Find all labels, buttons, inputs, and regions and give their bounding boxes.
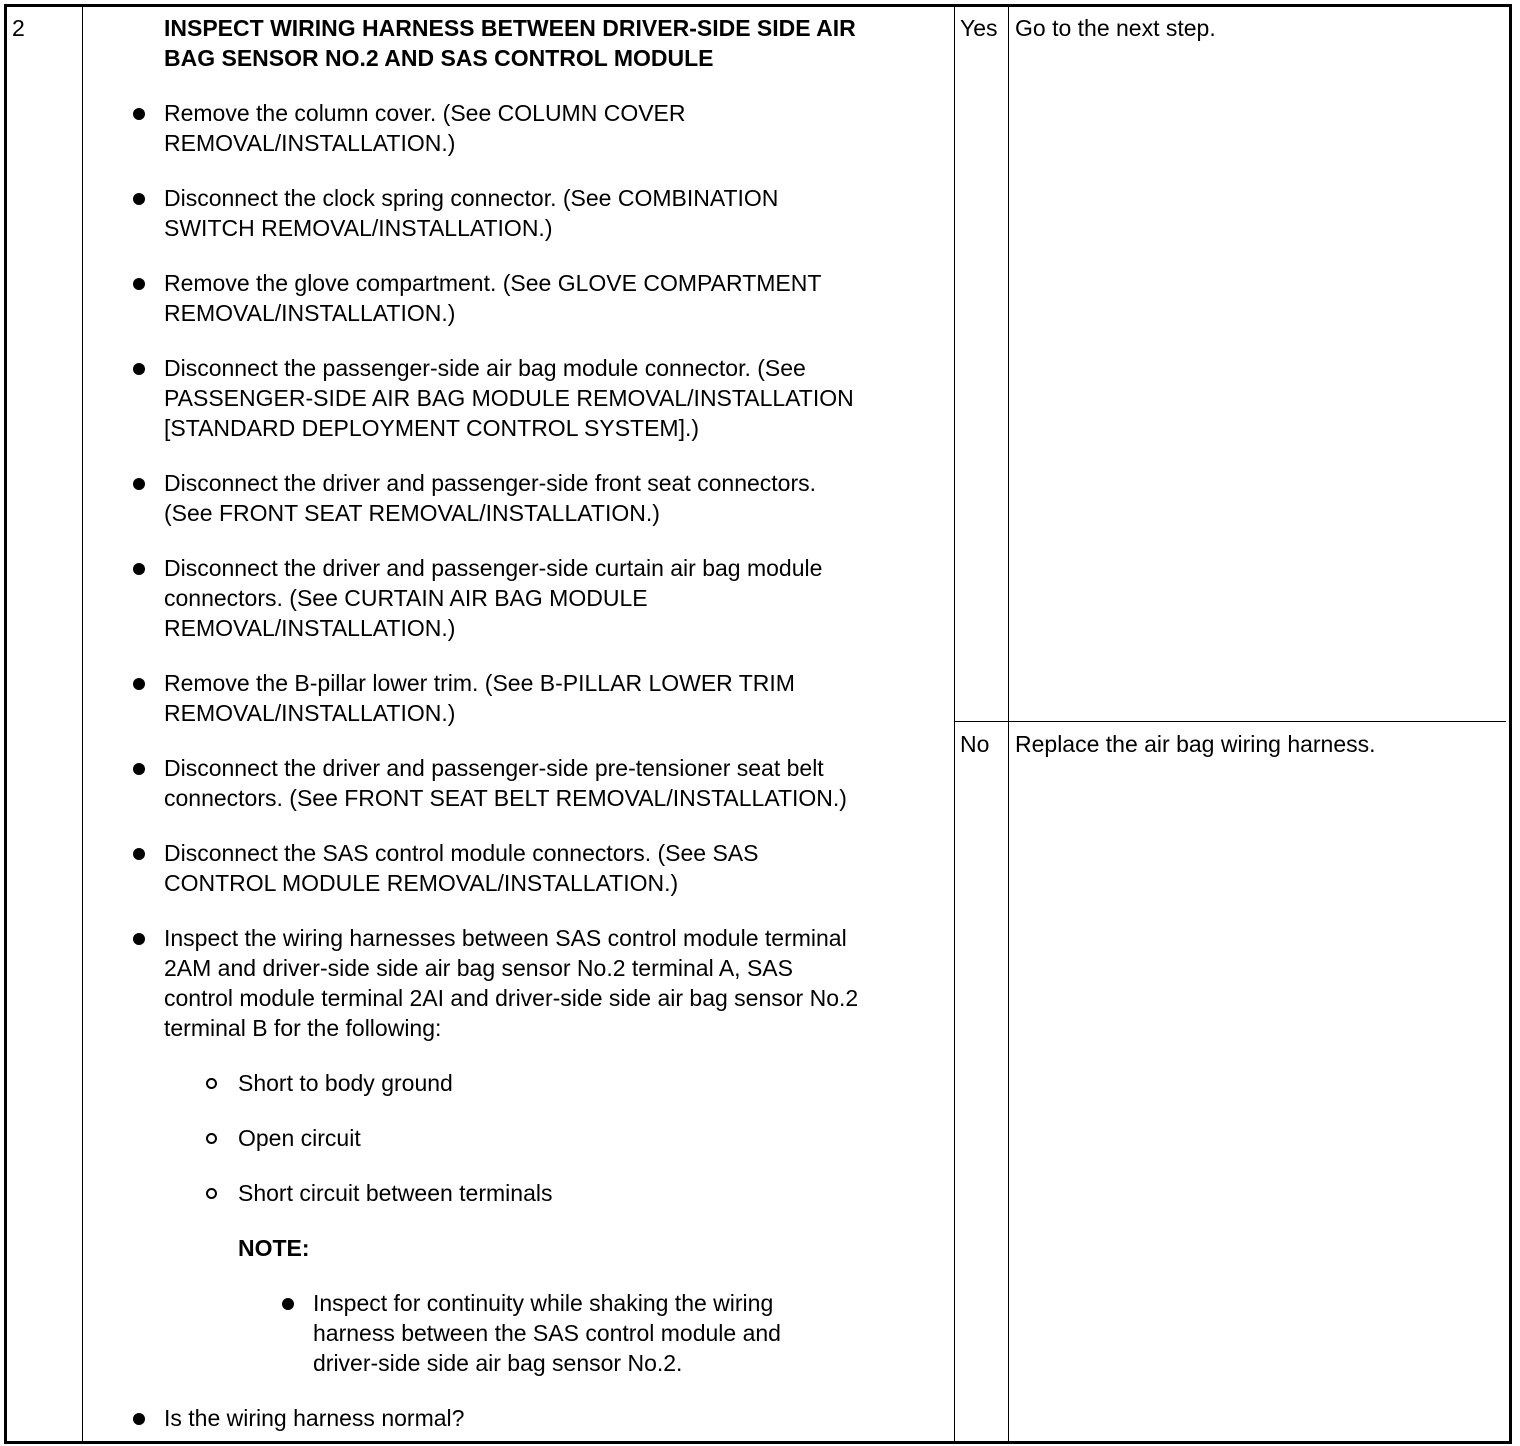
action-line: Disconnect the driver and passenger-side front seat connectors. xyxy=(164,470,817,496)
action-line: terminal B for the following: xyxy=(164,1015,442,1041)
bullet-icon xyxy=(133,193,145,205)
sub-bullet-icon xyxy=(206,1133,217,1144)
action-line: 2AM and driver-side side air bag sensor No.2 terminal A, SAS xyxy=(164,955,793,981)
action-line: Disconnect the driver and passenger-side curtain air bag module xyxy=(164,555,823,581)
column-divider xyxy=(954,4,955,1441)
action-line: control module terminal 2AI and driver-side side air bag sensor No.2 xyxy=(164,985,859,1011)
action-line: REMOVAL/INSTALLATION.) xyxy=(164,700,456,726)
action-line: Disconnect the SAS control module connectors. (See SAS xyxy=(164,840,759,866)
note-label: NOTE: xyxy=(238,1235,310,1261)
action-line: Disconnect the passenger-side air bag module connector. (See xyxy=(164,355,806,381)
bullet-icon xyxy=(282,1298,294,1310)
condition-item: Short circuit between terminals xyxy=(238,1180,553,1206)
step-heading-line: BAG SENSOR NO.2 AND SAS CONTROL MODULE xyxy=(164,45,714,71)
bullet-icon xyxy=(133,278,145,290)
bullet-icon xyxy=(133,363,145,375)
result-answer-yes: Yes xyxy=(960,15,998,41)
note-line: Inspect for continuity while shaking the wiring xyxy=(313,1290,774,1316)
column-divider xyxy=(82,4,83,1441)
bullet-icon xyxy=(133,478,145,490)
action-line: Disconnect the driver and passenger-side pre-tensioner seat belt xyxy=(164,755,824,781)
bullet-icon xyxy=(133,848,145,860)
action-line: REMOVAL/INSTALLATION.) xyxy=(164,615,456,641)
bullet-icon xyxy=(133,1413,145,1425)
result-row-divider xyxy=(954,721,1506,722)
action-line: [STANDARD DEPLOYMENT CONTROL SYSTEM].) xyxy=(164,415,700,441)
bullet-icon xyxy=(133,563,145,575)
note-line: driver-side side air bag sensor No.2. xyxy=(313,1350,683,1376)
action-line: (See FRONT SEAT REMOVAL/INSTALLATION.) xyxy=(164,500,660,526)
action-line: REMOVAL/INSTALLATION.) xyxy=(164,300,456,326)
action-line: Remove the glove compartment. (See GLOVE COMPARTMENT xyxy=(164,270,822,296)
bullet-icon xyxy=(133,108,145,120)
bullet-icon xyxy=(133,933,145,945)
action-line: Remove the column cover. (See COLUMN COVER xyxy=(164,100,686,126)
action-line: PASSENGER-SIDE AIR BAG MODULE REMOVAL/INSTALLATION xyxy=(164,385,854,411)
inspection-question: Is the wiring harness normal? xyxy=(164,1405,465,1431)
column-divider xyxy=(1008,4,1009,1441)
bullet-icon xyxy=(133,678,145,690)
result-action-yes: Go to the next step. xyxy=(1015,15,1216,41)
action-line: Remove the B-pillar lower trim. (See B-PILLAR LOWER TRIM xyxy=(164,670,795,696)
condition-item: Short to body ground xyxy=(238,1070,453,1096)
condition-item: Open circuit xyxy=(238,1125,361,1151)
action-line: CONTROL MODULE REMOVAL/INSTALLATION.) xyxy=(164,870,679,896)
action-line: connectors. (See FRONT SEAT BELT REMOVAL/INSTALLATION.) xyxy=(164,785,847,811)
action-line: connectors. (See CURTAIN AIR BAG MODULE xyxy=(164,585,648,611)
result-answer-no: No xyxy=(960,731,990,757)
step-heading-line: INSPECT WIRING HARNESS BETWEEN DRIVER-SIDE SIDE AIR xyxy=(164,15,856,41)
result-action-no: Replace the air bag wiring harness. xyxy=(1015,731,1376,757)
sub-bullet-icon xyxy=(206,1188,217,1199)
step-number: 2 xyxy=(12,15,25,41)
sub-bullet-icon xyxy=(206,1078,217,1089)
note-line: harness between the SAS control module and xyxy=(313,1320,781,1346)
action-line: REMOVAL/INSTALLATION.) xyxy=(164,130,456,156)
action-line: SWITCH REMOVAL/INSTALLATION.) xyxy=(164,215,553,241)
action-line: Disconnect the clock spring connector. (See COMBINATION xyxy=(164,185,779,211)
bullet-icon xyxy=(133,763,145,775)
action-line: Inspect the wiring harnesses between SAS control module terminal xyxy=(164,925,847,951)
